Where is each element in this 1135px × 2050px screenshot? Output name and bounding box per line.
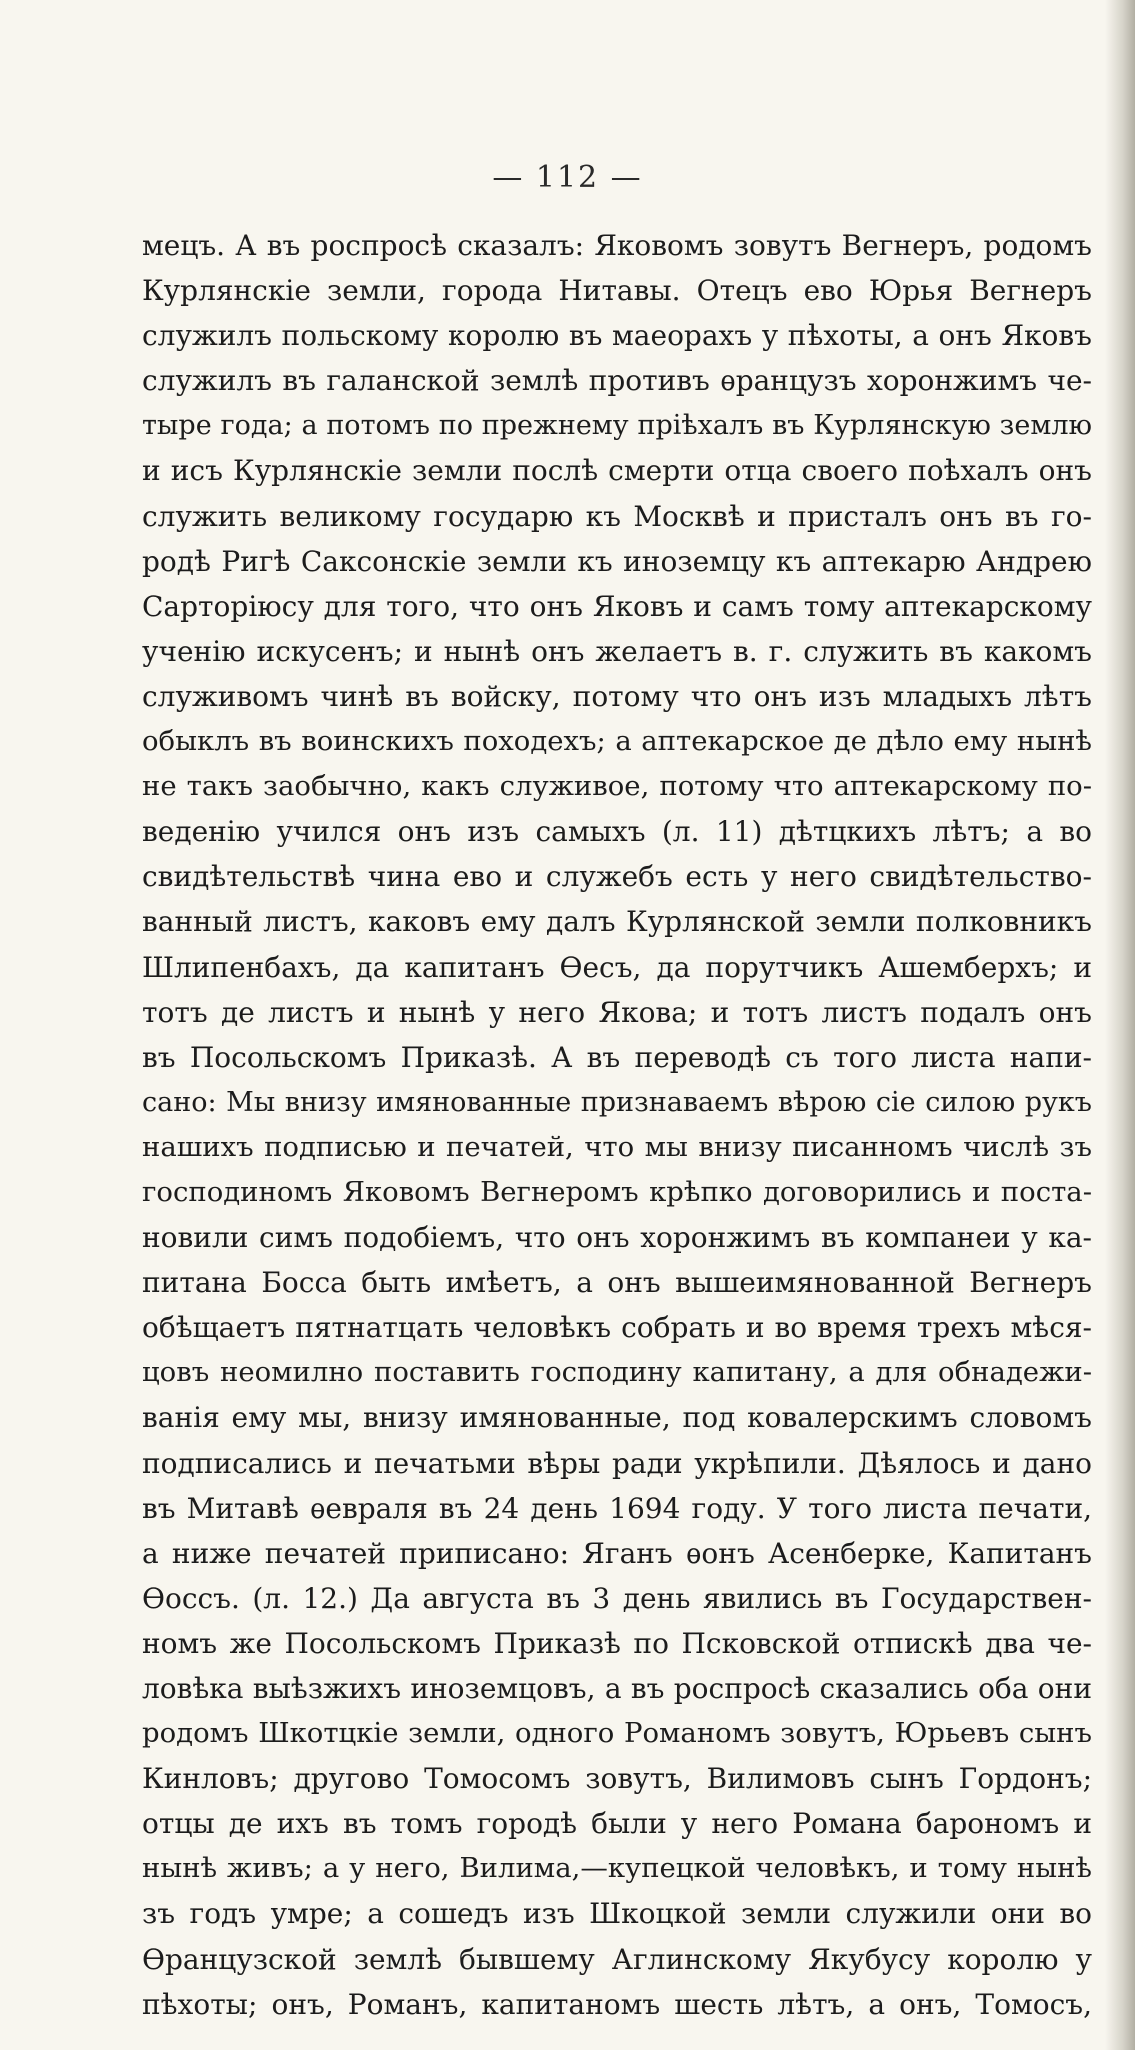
text-line-25: обѣщаетъ пятнатцать человѣкъ собрать и во время трехъ мѣся- — [142, 1311, 1092, 1345]
text-line-16: ванный листъ, каковъ ему далъ Курлянской земли полковникъ — [142, 905, 1092, 939]
text-line-4: служилъ въ галанской землѣ противъ ѳранцузъ хоронжимъ че- — [142, 364, 1092, 398]
text-line-7: служить великому государю къ Москвѣ и присталъ онъ въ го- — [142, 499, 1092, 533]
text-line-26: цовъ неомилно поставить господину капитану, а для обнадежи- — [142, 1356, 1092, 1389]
text-line-28: подписались и печатьми вѣры ради укрѣпили. Дѣялось и дано — [142, 1446, 1092, 1480]
text-line-20: сано: Мы внизу имянованные признаваемъ вѣрою сіе силою рукъ — [142, 1086, 1092, 1118]
text-line-15: свидѣтельствѣ чина ево и служебъ есть у него свидѣтельство- — [142, 860, 1092, 894]
page-number: — 112 — — [492, 160, 643, 195]
text-line-17: Шлипенбахъ, да капитанъ Ѳесъ, да порутчикъ Ашемберхъ; и — [142, 950, 1092, 984]
text-line-12: обыклъ въ воинскихъ походехъ; а аптекарское де дѣло ему нынѣ — [142, 725, 1092, 758]
body-text — [142, 223, 1092, 2027]
text-line-9: Сарторіюсу для того, что онъ Яковъ и самъ тому аптекарскому — [142, 589, 1092, 623]
text-line-8: родѣ Ригѣ Саксонскіе земли къ иноземцу къ аптекарю Андрею — [142, 544, 1092, 578]
text-line-38: зъ годъ умре; а сошедъ изъ Шкоцкой земли служили они во — [142, 1897, 1092, 1931]
text-line-6: и исъ Курлянскіе земли послѣ смерти отца своего поѣхалъ онъ — [142, 454, 1092, 488]
text-line-11: служивомъ чинѣ въ войску, потому что онъ изъ младыхъ лѣтъ — [142, 679, 1092, 713]
text-line-5: тыре года; а потомъ по прежнему пріѣхалъ въ Курлянскую землю — [142, 410, 1092, 442]
text-line-33: ловѣка выѣзжихъ иноземцовъ, а въ роспросѣ сказались оба они — [142, 1672, 1092, 1705]
text-line-35: Кинловъ; другово Томосомъ зовутъ, Вилимовъ сынъ Гордонъ; — [142, 1762, 1092, 1796]
text-line-32: номъ же Посольскомъ Приказѣ по Псковской отпискѣ два че- — [142, 1626, 1092, 1660]
text-line-21: нашихъ подписью и печатей, что мы внизу писанномъ числѣ зъ — [142, 1130, 1092, 1163]
text-line-10: ученію искусенъ; и нынѣ онъ желаетъ в. г. служить въ какомъ — [142, 634, 1092, 668]
text-line-14: веденію учился онъ изъ самыхъ (л. 11) дѣтцкихъ лѣтъ; а во — [142, 815, 1092, 849]
text-line-24: питана Босса быть имѣетъ, а онъ вышеимянованной Вегнеръ — [142, 1266, 1092, 1300]
text-line-1: мецъ. А въ роспросѣ сказалъ: Яковомъ зовутъ Вегнеръ, родомъ — [142, 229, 1092, 262]
text-line-29: въ Митавѣ ѳевраля въ 24 день 1694 году. У того листа печати, — [142, 1491, 1092, 1525]
text-line-18: тотъ де листъ и нынѣ у него Якова; и тотъ листъ подалъ онъ — [142, 995, 1092, 1029]
text-line-2: Курлянскіе земли, города Нитавы. Отецъ ево Юрья Вегнеръ — [142, 274, 1092, 308]
text-line-39: Ѳранцузской землѣ бывшему Аглинскому Якубусу королю у — [142, 1942, 1092, 1976]
text-line-27: ванія ему мы, внизу имянованные, под ковалерскимъ словомъ — [142, 1401, 1092, 1435]
text-line-13: не такъ заобычно, какъ служивое, потому что аптекарскому по- — [142, 770, 1092, 803]
text-line-3: служилъ польскому королю въ маеорахъ у пѣхоты, а онъ Яковъ — [142, 319, 1092, 353]
text-line-31: Ѳоссъ. (л. 12.) Да августа въ 3 день явились въ Государствен- — [142, 1581, 1092, 1615]
page-edge-shadow — [1105, 0, 1135, 2050]
text-line-40: пѣхоты; онъ, Романъ, капитаномъ шесть лѣтъ, а онъ, Томосъ, — [142, 1987, 1092, 2021]
text-line-30: а ниже печатей приписано: Яганъ ѳонъ Асенберке, Капитанъ — [142, 1536, 1092, 1570]
text-line-22: господиномъ Яковомъ Вегнеромъ крѣпко договорились и поста- — [142, 1175, 1092, 1208]
text-line-37: нынѣ живъ; а у него, Вилима,—купецкой человѣкъ, и тому нынѣ — [142, 1852, 1092, 1885]
text-line-36: отцы де ихъ въ томъ городѣ были у него Романа барономъ и — [142, 1807, 1092, 1841]
text-line-19: въ Посольскомъ Приказѣ. А въ переводѣ съ того листа напи- — [142, 1040, 1092, 1074]
text-line-23: новили симъ подобіемъ, что онъ хоронжимъ въ компанеи у ка- — [142, 1221, 1092, 1255]
text-line-34: родомъ Шкотцкіе земли, одного Романомъ зовутъ, Юрьевъ сынъ — [142, 1717, 1092, 1750]
